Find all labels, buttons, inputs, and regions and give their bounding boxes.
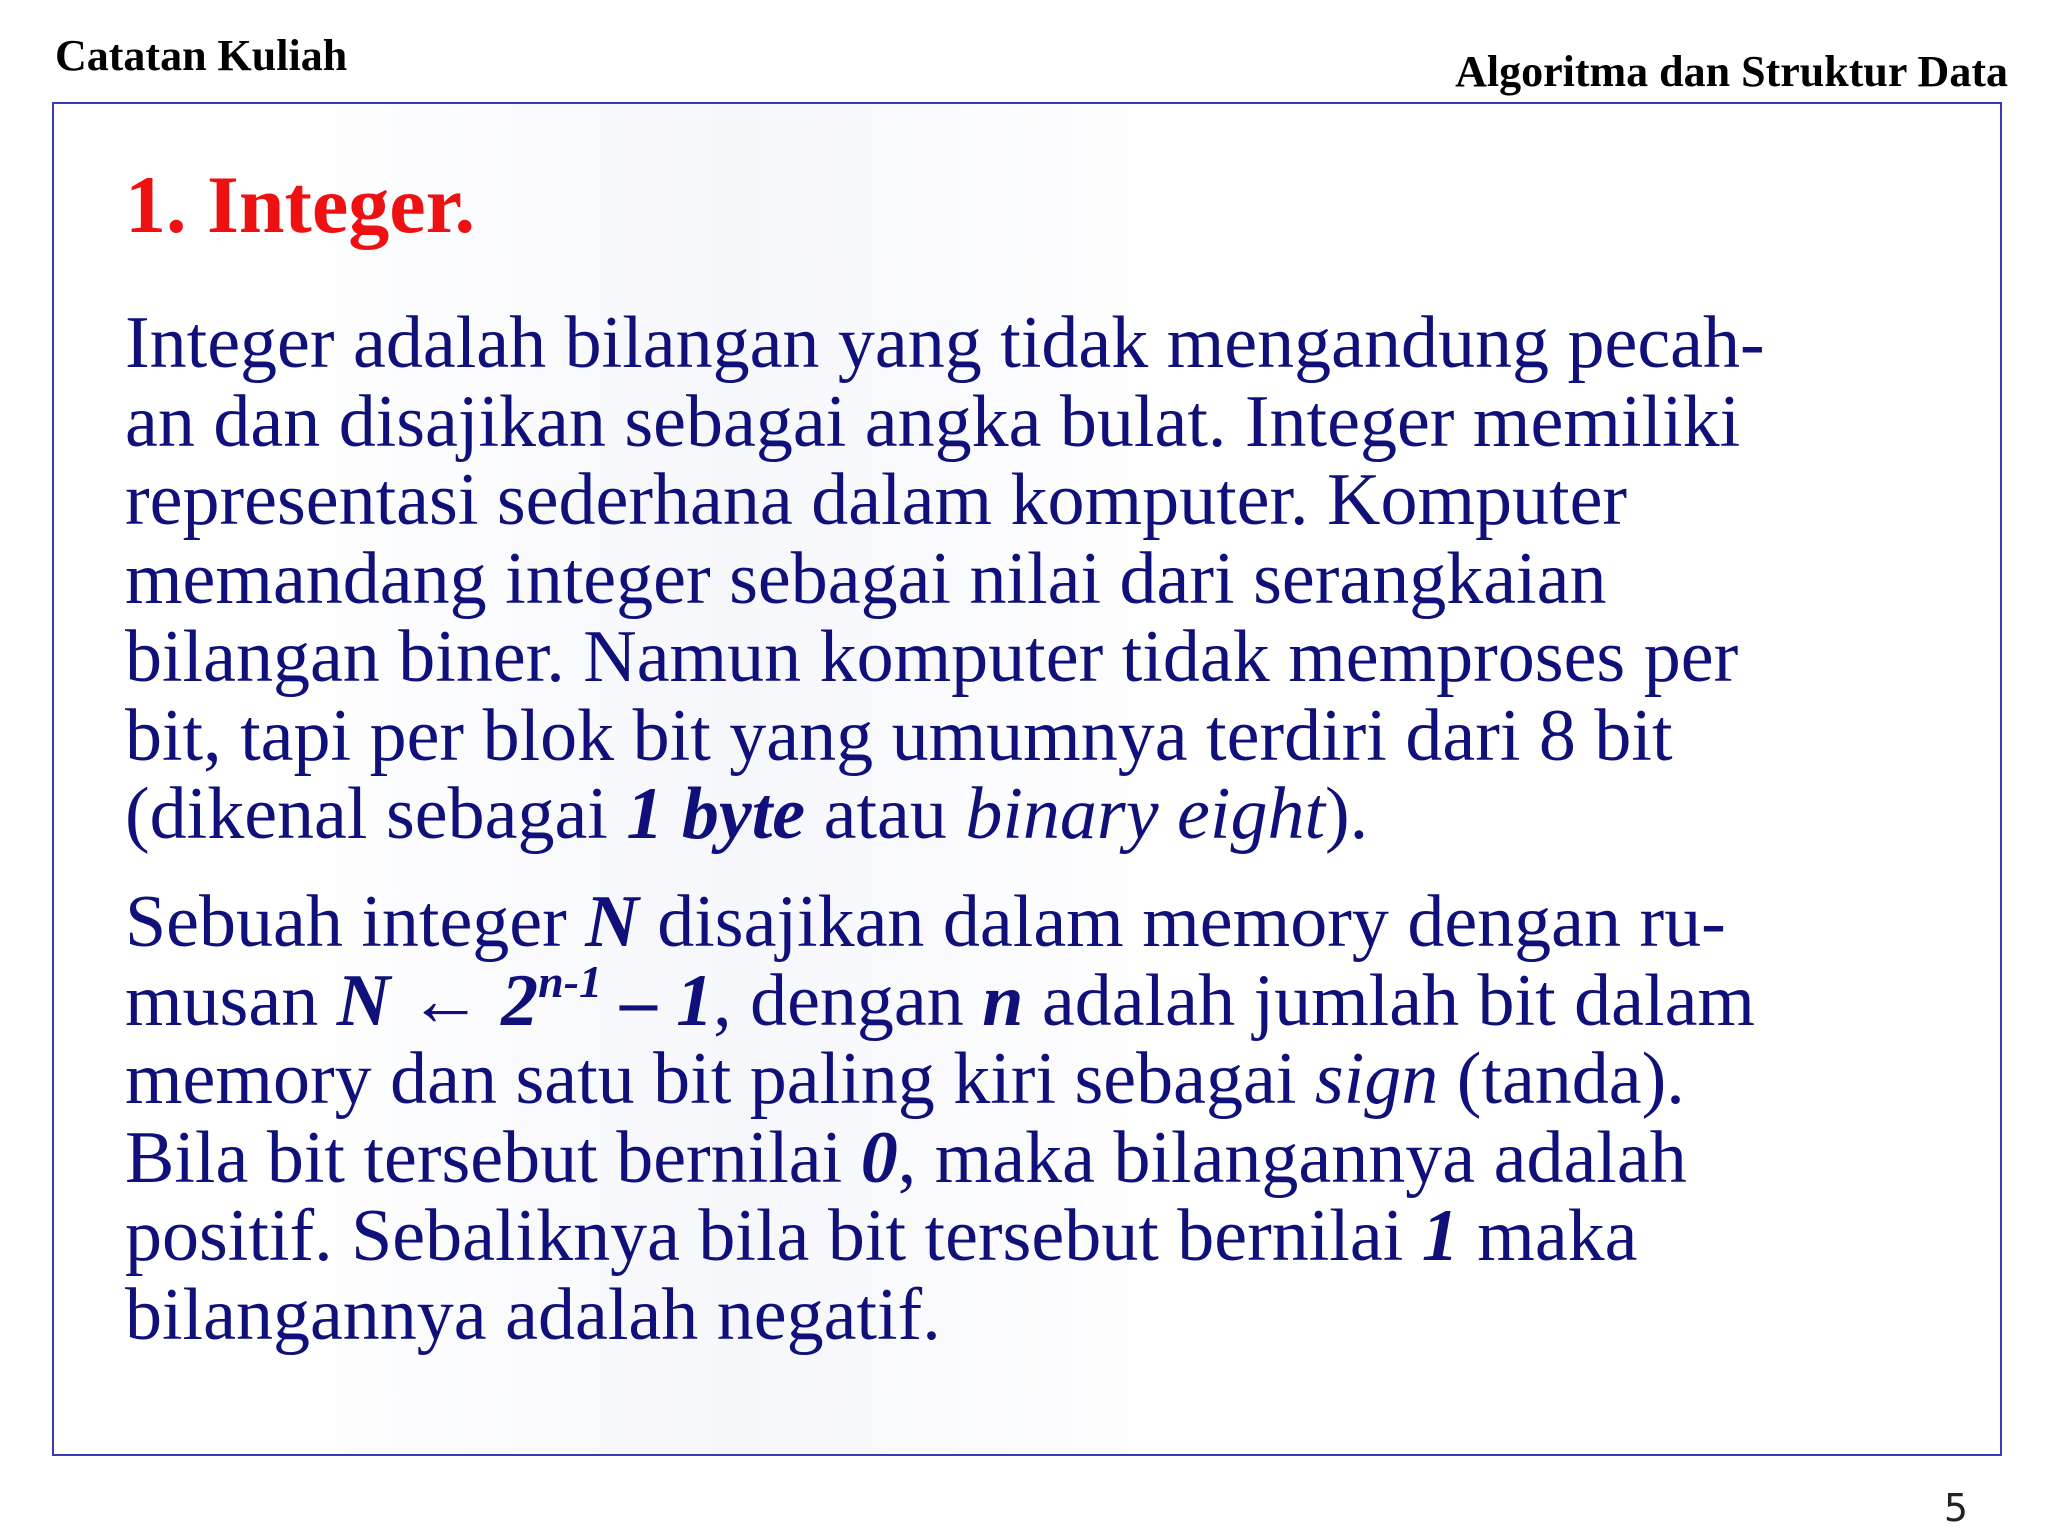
text-line: representasi sederhana dalam komputer. Komputer [125,459,1628,541]
text-line-formula [125,955,1965,1042]
page-number: 5 [1943,1486,1968,1530]
text-segment: ). [1325,773,1369,855]
variable-n: n [982,959,1024,1042]
text-segment: disajikan dalam memory dengan ru- [638,881,1726,963]
section-title: 1. Integer. [125,159,475,250]
term-sign: sign [1314,1038,1439,1120]
text-line [125,1040,1965,1119]
text-line: Integer adalah bilangan yang tidak mengandung pecah- [125,302,1765,384]
text-segment: musan [125,959,337,1042]
term-byte: 1 byte [626,773,806,855]
text-segment: Sebuah integer [125,881,586,963]
left-arrow-symbol: ← [390,959,502,1042]
paragraph-integer-representation [125,883,1965,1354]
text-segment: , maka bilangannya adalah [897,1116,1687,1199]
text-line: bilangannya adalah negatif. [125,1273,941,1356]
text-segment: adalah jumlah bit dalam [1023,959,1755,1042]
text-segment: maka [1458,1195,1638,1277]
text-line: bilangan biner. Namun komputer tidak memproses per [125,616,1739,698]
text-segment: (dikenal sebagai [125,773,627,855]
text-segment: positif. Sebaliknya bila bit tersebut bernilai [125,1195,1422,1277]
header-subject: Algoritma dan Struktur Data [1455,47,2008,96]
variable-N: N [585,881,639,963]
paragraph-integer-definition [125,304,1965,854]
text-line [125,1197,1965,1276]
variable-N: N [336,959,391,1042]
text-line: an dan disajikan sebagai angka bulat. Integer memiliki [125,380,1741,463]
text-segment: Bila bit tersebut bernilai [125,1116,861,1199]
text-segment: , dengan [713,959,983,1042]
formula-minus-one: – 1 [602,959,714,1042]
text-line [125,1116,1965,1199]
bit-value-one: 1 [1421,1195,1459,1277]
header-course-notes: Catatan Kuliah [55,31,348,80]
formula-exponent: n-1 [538,955,603,1007]
formula-base: 2 [501,959,539,1042]
text-line: memandang integer sebagai nilai dari serangkaian [125,537,1607,620]
text-line: bit, tapi per blok bit yang umumnya terdiri dari 8 bit [125,694,1673,777]
term-binary-eight: binary eight [965,773,1326,855]
text-line [125,775,1965,854]
bit-value-zero: 0 [860,1116,898,1199]
text-segment: atau [805,773,966,855]
text-line [125,883,1965,962]
text-segment: (tanda). [1438,1038,1685,1120]
text-segment: memory dan satu bit paling kiri sebagai [125,1038,1315,1120]
